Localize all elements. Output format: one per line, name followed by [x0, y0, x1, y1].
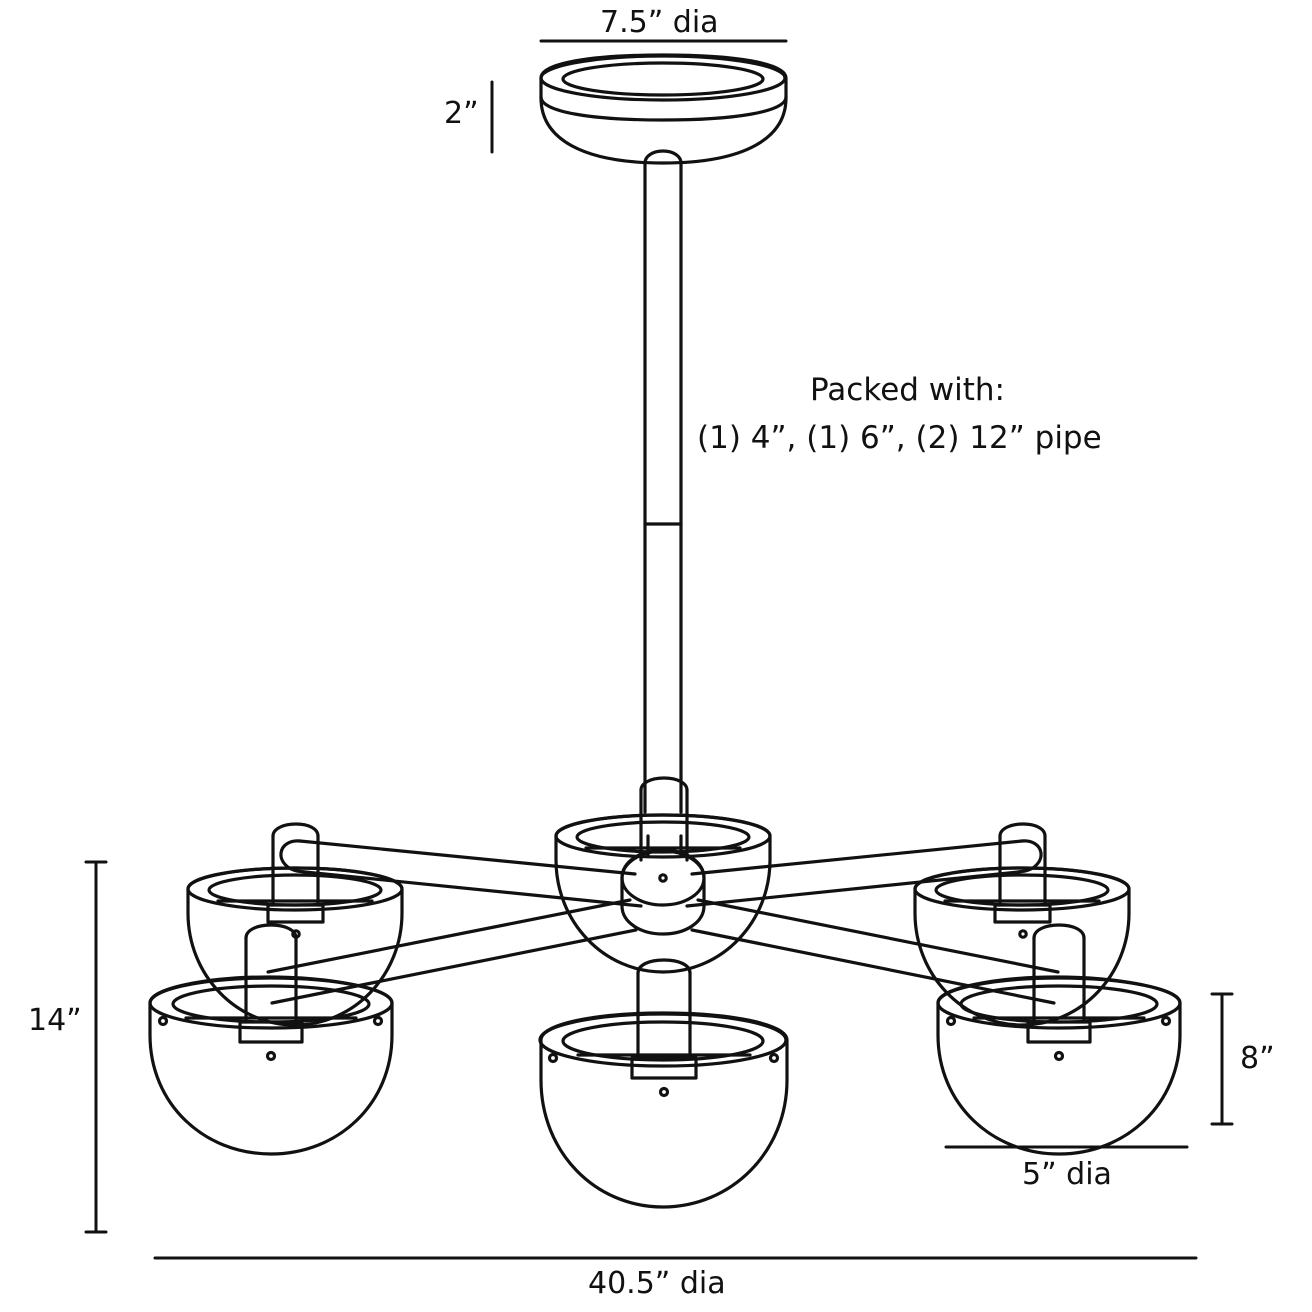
label-shade-height: 8” — [1240, 1041, 1275, 1076]
canopy — [541, 55, 786, 163]
shade-rear — [556, 815, 770, 972]
shade-front-center — [540, 960, 787, 1207]
label-packed-pipes: (1) 4”, (1) 6”, (2) 12” pipe — [697, 420, 1102, 456]
dimension-lines — [86, 41, 1232, 1258]
label-shade-diameter: 5” dia — [1022, 1157, 1112, 1192]
label-packed-with: Packed with: — [810, 372, 1006, 408]
shade-lower-left — [150, 925, 392, 1154]
label-canopy-diameter: 7.5” dia — [600, 5, 719, 40]
label-overall-height: 14” — [28, 1003, 82, 1038]
label-overall-diameter: 40.5” dia — [588, 1266, 726, 1301]
down-rod — [645, 151, 681, 812]
shade-lower-right — [938, 925, 1180, 1154]
arms — [268, 836, 1058, 1003]
label-canopy-height: 2” — [444, 96, 479, 131]
